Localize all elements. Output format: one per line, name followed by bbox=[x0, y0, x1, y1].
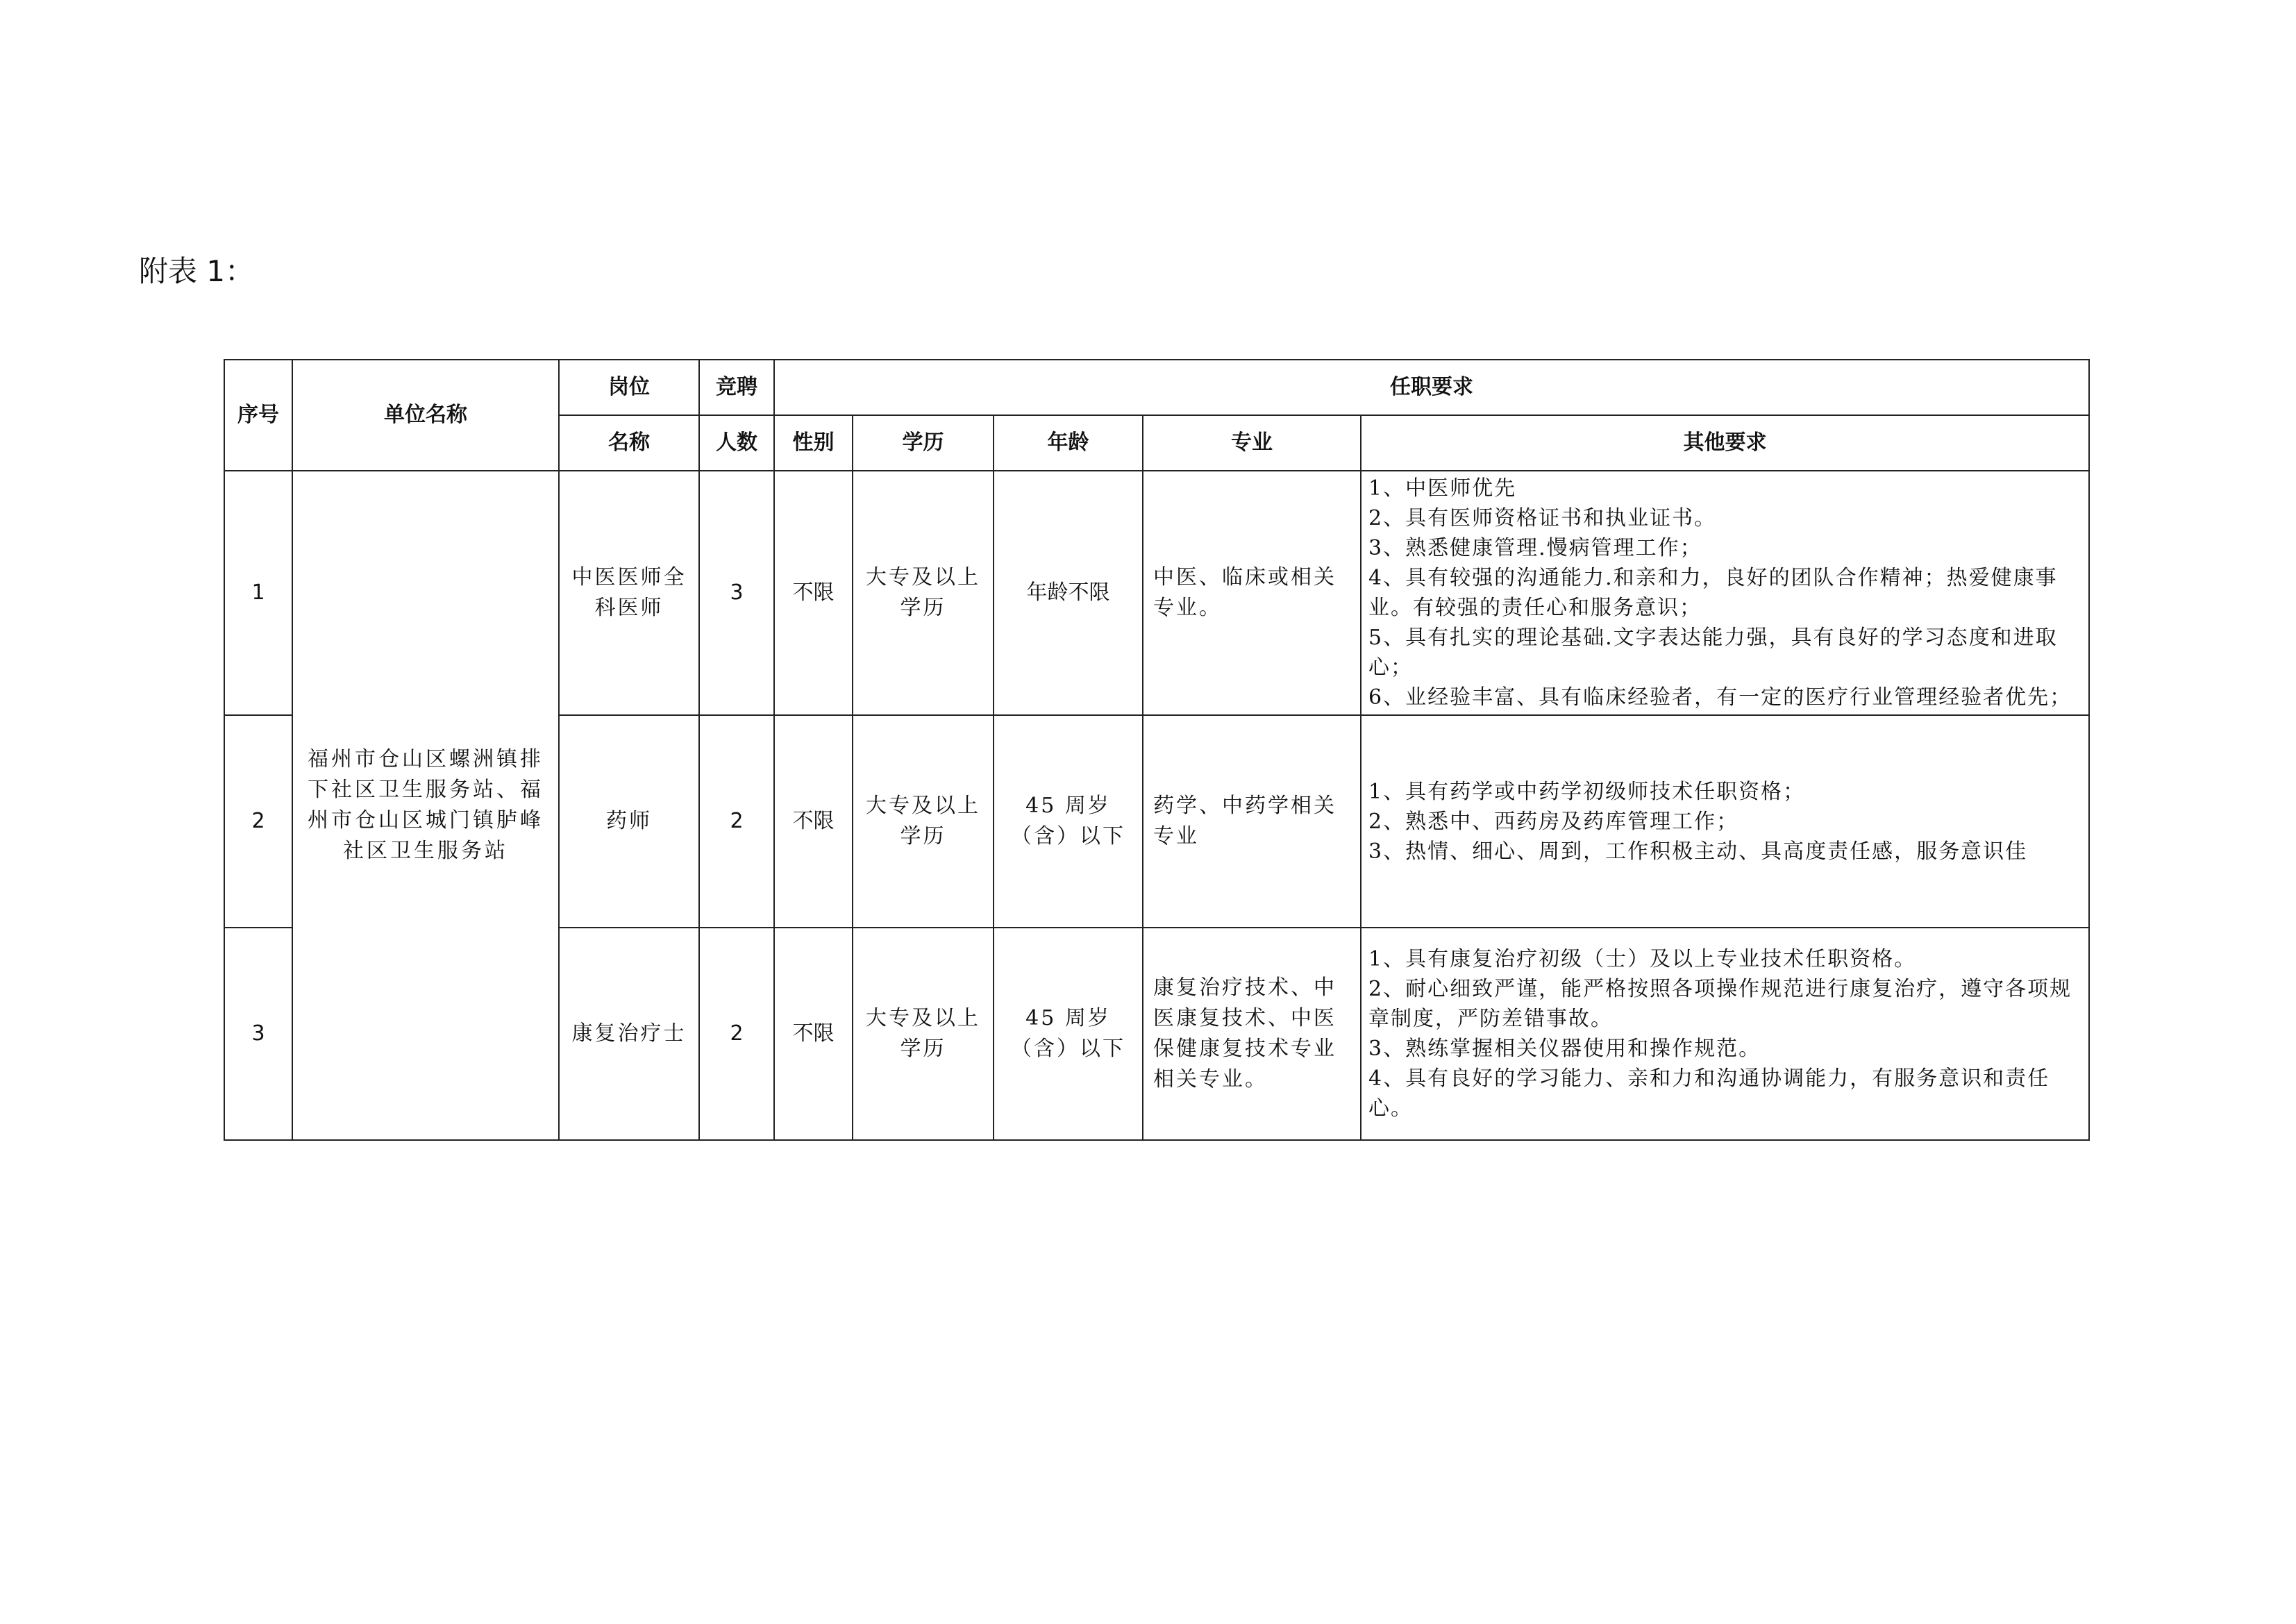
row-gender: 不限 bbox=[774, 928, 853, 1140]
requirement-line: 2、具有医师资格证书和执业证书。 bbox=[1368, 506, 1717, 530]
header-requirements: 任职要求 bbox=[774, 360, 2089, 415]
header-other: 其他要求 bbox=[1361, 415, 2089, 471]
requirement-line: 1、具有药学或中药学初级师技术任职资格； bbox=[1368, 779, 1806, 804]
row-post: 药师 bbox=[559, 715, 699, 928]
header-education: 学历 bbox=[853, 415, 994, 471]
header-seq: 序号 bbox=[224, 360, 292, 471]
row-seq: 1 bbox=[224, 471, 292, 715]
row-age: 45 周岁（含）以下 bbox=[994, 928, 1143, 1140]
requirement-line: 1、中医师优先 bbox=[1368, 476, 1517, 501]
row-major: 药学、中药学相关专业 bbox=[1143, 715, 1361, 928]
recruitment-table bbox=[224, 359, 2090, 1141]
requirement-line: 4、具有良好的学习能力、亲和力和沟通协调能力，有服务意识和责任心。 bbox=[1368, 1066, 2050, 1121]
row-age: 45 周岁（含）以下 bbox=[994, 715, 1143, 928]
row-seq: 3 bbox=[224, 928, 292, 1140]
row-post: 中医医师全科医师 bbox=[559, 471, 699, 715]
requirement-line: 5、具有扎实的理论基础.文字表达能力强，具有良好的学习态度和进取心； bbox=[1368, 626, 2058, 680]
row-major: 中医、临床或相关专业。 bbox=[1143, 471, 1361, 715]
row-seq: 2 bbox=[224, 715, 292, 928]
requirement-line: 1、具有康复治疗初级（士）及以上专业技术任职资格。 bbox=[1368, 947, 1917, 971]
header-count-line1: 竞聘 bbox=[699, 360, 774, 415]
requirement-line: 4、具有较强的沟通能力.和亲和力，良好的团队合作精神；热爱健康事业。有较强的责任心和服务意识； bbox=[1368, 566, 2058, 620]
header-post-line2: 名称 bbox=[559, 415, 699, 471]
row-count: 3 bbox=[699, 471, 774, 715]
requirement-line: 3、热情、细心、周到，工作积极主动、具高度责任感，服务意识佳 bbox=[1368, 839, 2028, 864]
row-count: 2 bbox=[699, 715, 774, 928]
row-education: 大专及以上学历 bbox=[853, 928, 994, 1140]
header-unit: 单位名称 bbox=[292, 360, 559, 471]
row-other-requirements bbox=[1361, 928, 2089, 1140]
row-other-requirements bbox=[1361, 715, 2089, 928]
header-major: 专业 bbox=[1143, 415, 1361, 471]
row-education: 大专及以上学历 bbox=[853, 715, 994, 928]
row-major: 康复治疗技术、中医康复技术、中医保健康复技术专业相关专业。 bbox=[1143, 928, 1361, 1140]
header-gender: 性别 bbox=[774, 415, 853, 471]
row-age: 年龄不限 bbox=[994, 471, 1143, 715]
header-post-line1: 岗位 bbox=[559, 360, 699, 415]
requirement-line: 3、熟练掌握相关仪器使用和操作规范。 bbox=[1368, 1037, 1761, 1061]
requirement-line: 3、熟悉健康管理.慢病管理工作； bbox=[1368, 536, 1702, 560]
row-post: 康复治疗士 bbox=[559, 928, 699, 1140]
header-age: 年龄 bbox=[994, 415, 1143, 471]
document-label: 附表 1： bbox=[139, 254, 255, 288]
row-gender: 不限 bbox=[774, 715, 853, 928]
requirement-line: 2、熟悉中、西药房及药库管理工作； bbox=[1368, 809, 1739, 834]
table-row bbox=[224, 471, 2089, 715]
header-count-line2: 人数 bbox=[699, 415, 774, 471]
row-count: 2 bbox=[699, 928, 774, 1140]
header-row-1 bbox=[224, 360, 2089, 415]
requirement-line: 6、业经验丰富、具有临床经验者，有一定的医疗行业管理经验者优先； bbox=[1368, 685, 2072, 710]
requirement-line: 2、耐心细致严谨，能严格按照各项操作规范进行康复治疗，遵守各项规章制度，严防差错事故。 bbox=[1368, 977, 2072, 1031]
row-education: 大专及以上学历 bbox=[853, 471, 994, 715]
unit-name: 福州市仓山区螺洲镇排下社区卫生服务站、福州市仓山区城门镇胪峰社区卫生服务站 bbox=[292, 471, 559, 1140]
row-gender: 不限 bbox=[774, 471, 853, 715]
row-other-requirements bbox=[1361, 471, 2089, 715]
